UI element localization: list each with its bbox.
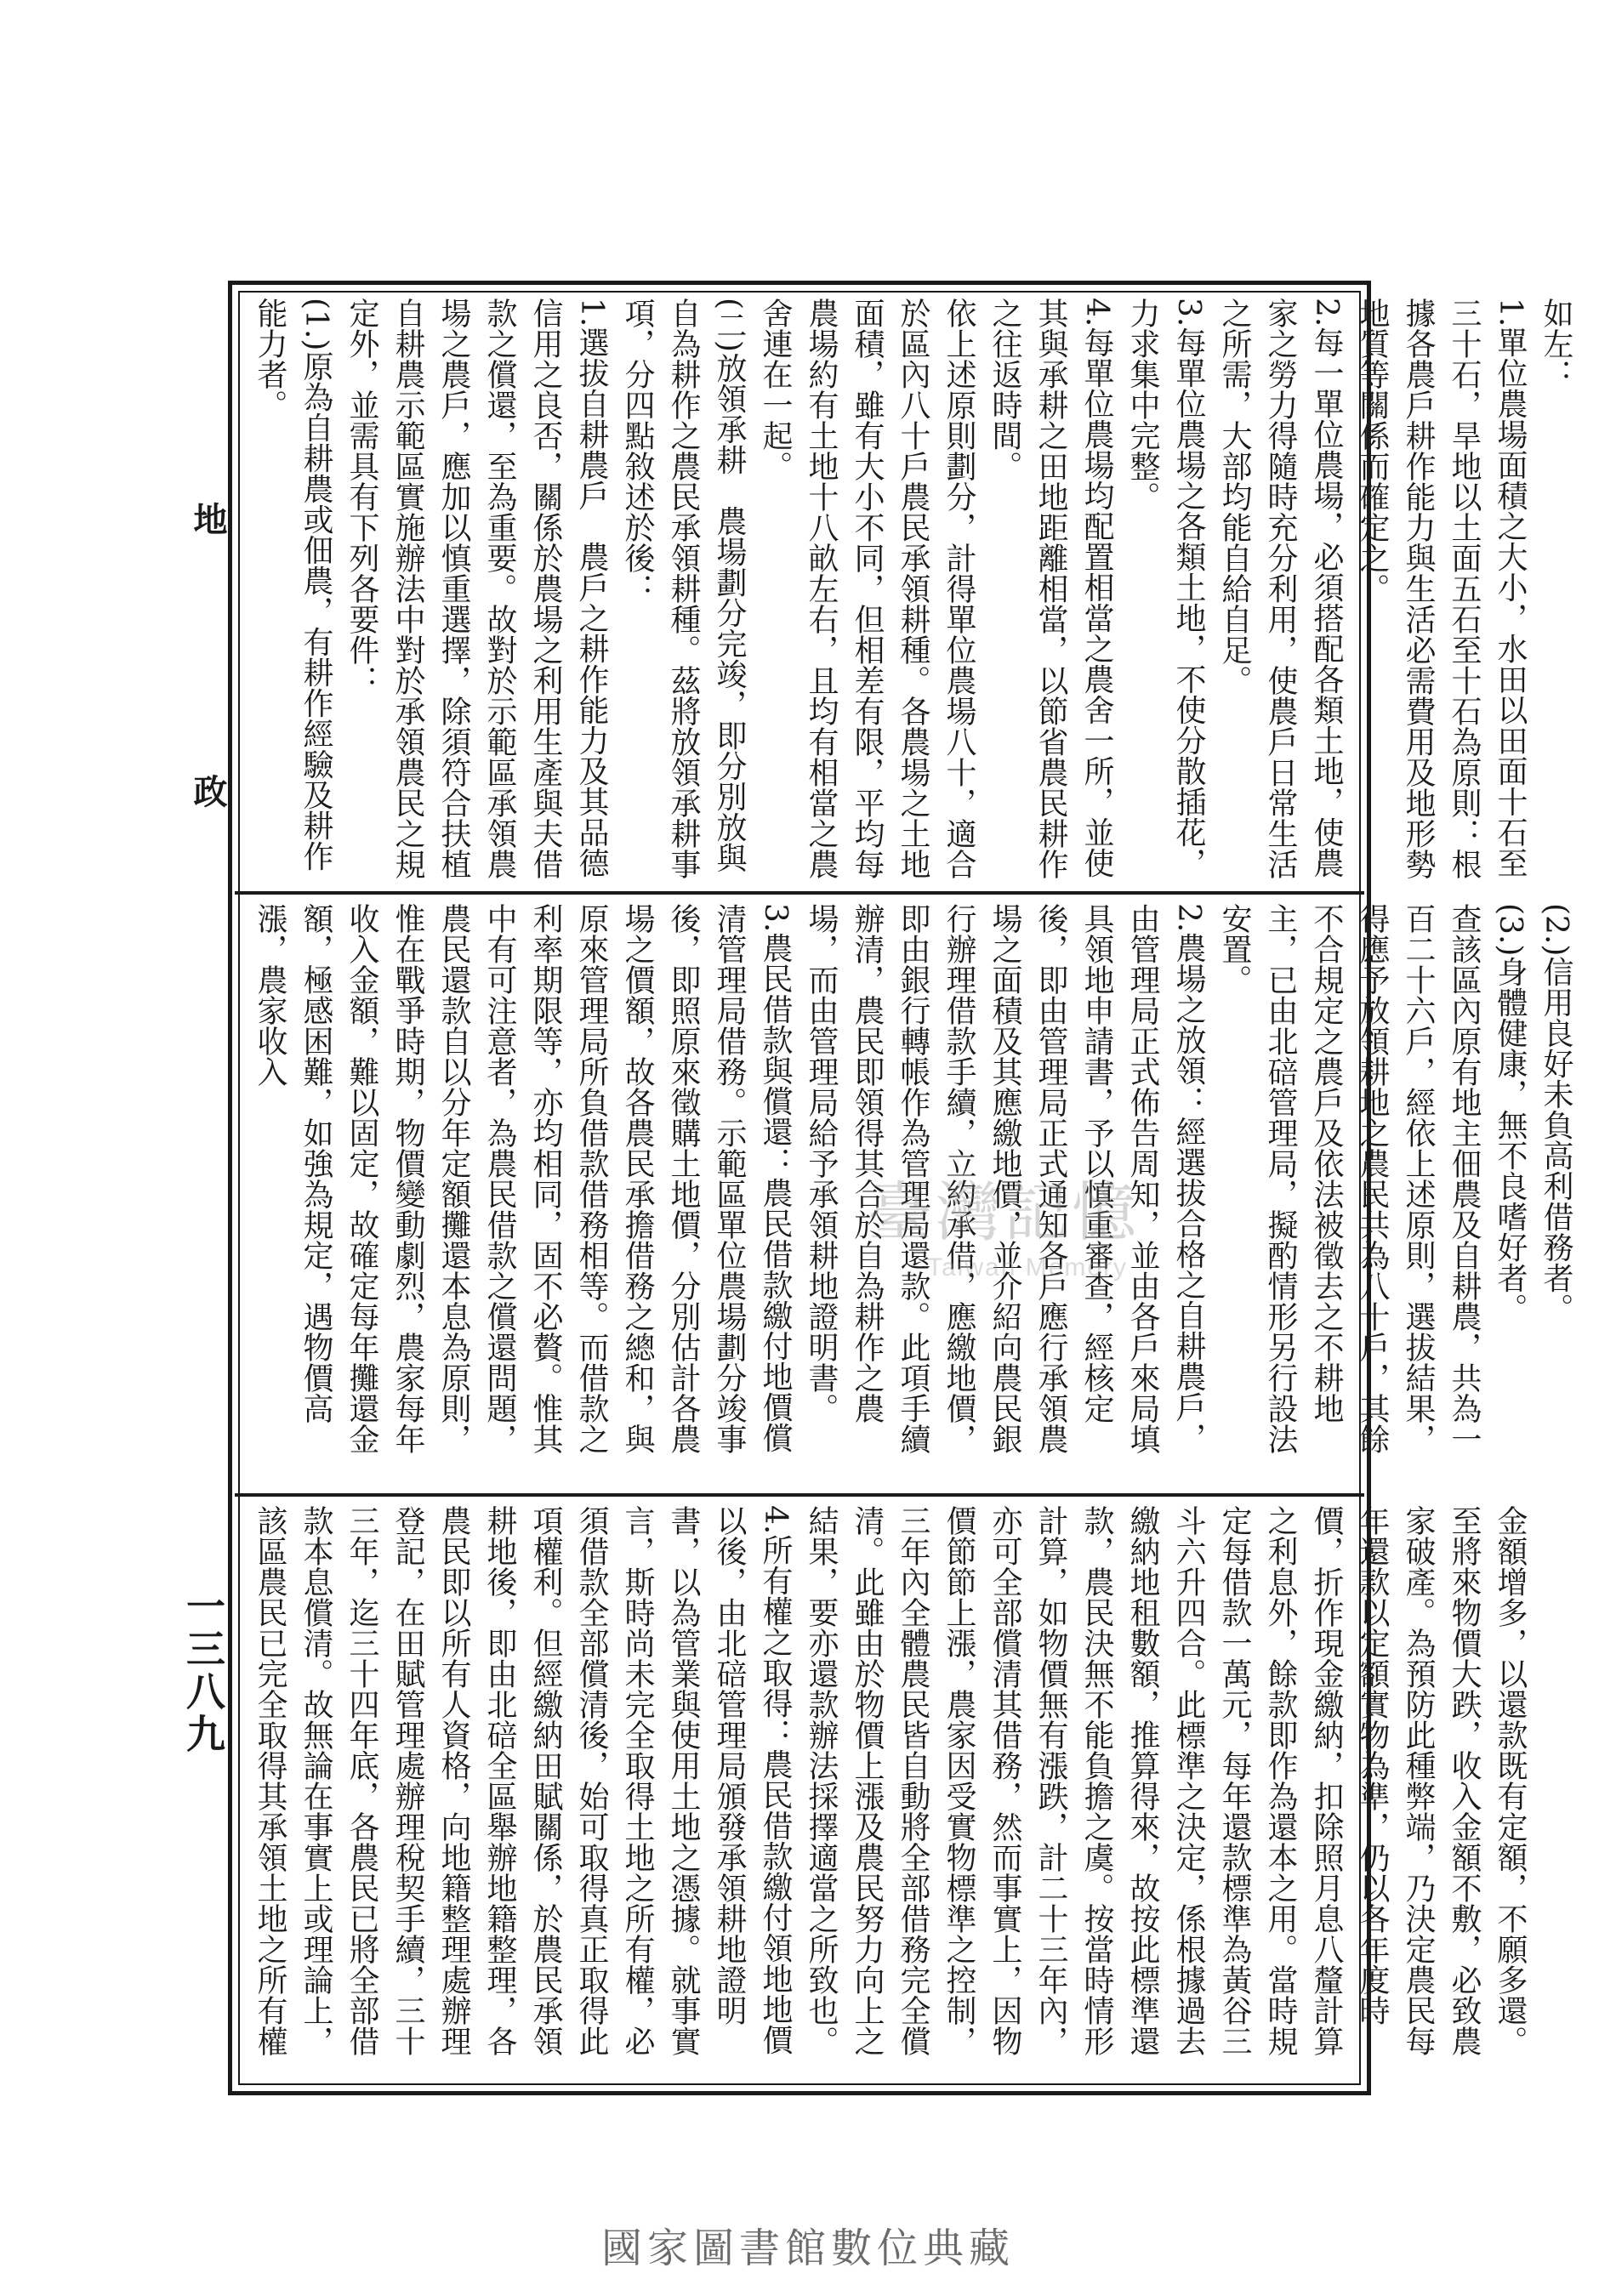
paragraph: (3.)身體健康，無不良嗜好者。 xyxy=(1493,903,1528,1324)
band-divider xyxy=(235,1493,1364,1497)
paragraph: (二)放領承耕 農場劃分完竣，即分別放與自為耕作之農民承領耕種。茲將放領承耕事項，分四點敘述於後： xyxy=(620,298,747,879)
band-divider xyxy=(235,891,1364,895)
paragraph: 2.農場之放領：經選拔合格之自耕農戶，由管理局正式佈告周知，並由各戶來局填具領地申請書，予以慎重審查，經核定後，即由管理局正式通知各戶應行承領農場之面積及其應繳地價，並介紹向農民銀行辦理借款手續，立約承借，應繳地價，即由銀行轉帳作為管理局還款。此項手續辦清，農民即領得其合於自為耕作之農場，而由管理局給予承領耕地證明書。 xyxy=(804,903,1206,1454)
paragraph: 查該區內原有地主佃農及自耕農，共為一百二十六戶，經依上述原則，選拔結果，得應予放領耕地之農民共為八十戶，其餘不合規定之農戶及依法被徵去之不耕地主，已由北碚管理局，擬酌情形另行設法安置。 xyxy=(1217,903,1482,1454)
paragraph: 3.每單位農場之各類土地，不使分散插花，力求集中完整。 xyxy=(1125,298,1206,878)
paragraph: 4.所有權之取得：農民借款繳付領地地價以後，由北碚管理局頒發承領耕地證明書，以為管業與使用土地之憑據。就事實言，斯時尚未完全取得土地之所有權，必須借款全部償清後，始可取得真正取得此項權利。但經繳納田賦關係，於農民承領耕地後，即由北碚全區舉辦地籍整理，各農民即以所有人資格，向地籍整理處辦理登記，在田賦管理處辦理稅契手續，三十三年，迄三十四年底，各農民已將全部借款本息償清。故無論在事實上或理論上，該區農民已完全取得其承領土地之所有權 xyxy=(253,1505,793,2056)
paragraph: 2.每一單位農場，必須搭配各類土地，使農家之勞力得隨時充分利用，使農戶日常生活之所需，大部均能自給自足。 xyxy=(1217,298,1344,879)
paragraph: 4.每單位農場均配置相當之農舍一所，並使其與承耕之田地距離相當，以節省農民耕作之往返時間。 xyxy=(987,298,1114,879)
paragraph: 1.單位農場面積之大小，水田以田面十石至三十石，旱地以土面五石至十石為原則：根據各農戶耕作能力與生活必需費用及地形勢地質等關係而確定之。 xyxy=(1355,298,1528,879)
paragraph: 金額增多，以還款既有定額，不願多還。至將來物價大跌，收入金額不敷，必致農家破產。為預防此種弊端，乃決定農民每年還款以定額實物為準，仍以各年度時價，折作現金繳納，扣除照月息八釐計算之利息外，餘款即作為還本之用。當時規定每借款一萬元，每年還款標準為黃谷三斗六升四合。此標準之決定，係根據過去繳納地租數額，推算得來，故按此標準還款，農民決無不能負擔之虞。按當時情形計算，如物價無有漲跌，計二十三年內，亦可全部償清其借務，然而事實上，因物價節節上漲，農家因受實物標準之控制，三年內全體農民皆自動將全部借務完全償清。此雖由於物價上漲及農民努力向上之結果，要亦還款辦法採擇適當之所致也。 xyxy=(804,1505,1528,2056)
footer-credit: 國家圖書館數位典藏 xyxy=(600,2225,1015,2272)
vertical-text-block xyxy=(247,903,1579,1481)
paragraph: 依上述原則劃分，計得單位農場八十，適合於區內八十戶農民承領耕種。各農場之土地面積，雖有大小不同，但相差有限，平均每農場約有土地十八畝左右，且均有相當之農舍連在一起。 xyxy=(758,298,976,879)
text-band-bottom xyxy=(247,1505,1528,2083)
paragraph: (2.)信用良好未負高利借務者。 xyxy=(1539,903,1573,1324)
text-band-middle xyxy=(247,903,1573,1481)
section-label: 地 政 xyxy=(188,502,228,910)
watermark-text: 臺灣記憶 xyxy=(868,1174,1140,1250)
watermark-subtext: Taiwan Memory xyxy=(927,1253,1129,1282)
paragraph: (1.)原為自耕農或佃農，有耕作經驗及耕作能力者。 xyxy=(253,298,333,872)
text-band-top xyxy=(247,298,1573,880)
paragraph: 如左： xyxy=(1539,298,1573,389)
vertical-text-block xyxy=(247,1505,1533,2083)
paragraph: 1.選拔自耕農戶 農戶之耕作能力及其品德信用之良否，關係於農場之利用生產與夫借款之償還，至為重要。故對於示範區承領農場之農戶，應加以慎重選擇，除須符合扶植自耕農示範區實施辦法中對於承領農民之規定外，並需具有下列各要件： xyxy=(344,298,609,879)
page-number: 一三八九 xyxy=(180,1586,226,1756)
vertical-text-block xyxy=(247,298,1579,880)
paragraph: 3.農民借款與償還：農民借款繳付地價償清管理局借務。示範區單位農場劃分竣事後，即照原來徵購土地價，分別估計各農場之價額，故各農民承擔借務之總和，與原來管理局所負借款借務相等。而借款之利率期限等，亦均相同，固不必贅。惟其中有可注意者，為農民借款之償還問題，農民還款自以分年定額攤還本息為原則，惟在戰爭時期，物價變動劇烈，農家每年收入金額，難以固定，故確定每年攤還金額，極感困難，如強為規定，遇物價高漲，農家收入 xyxy=(253,903,793,1454)
